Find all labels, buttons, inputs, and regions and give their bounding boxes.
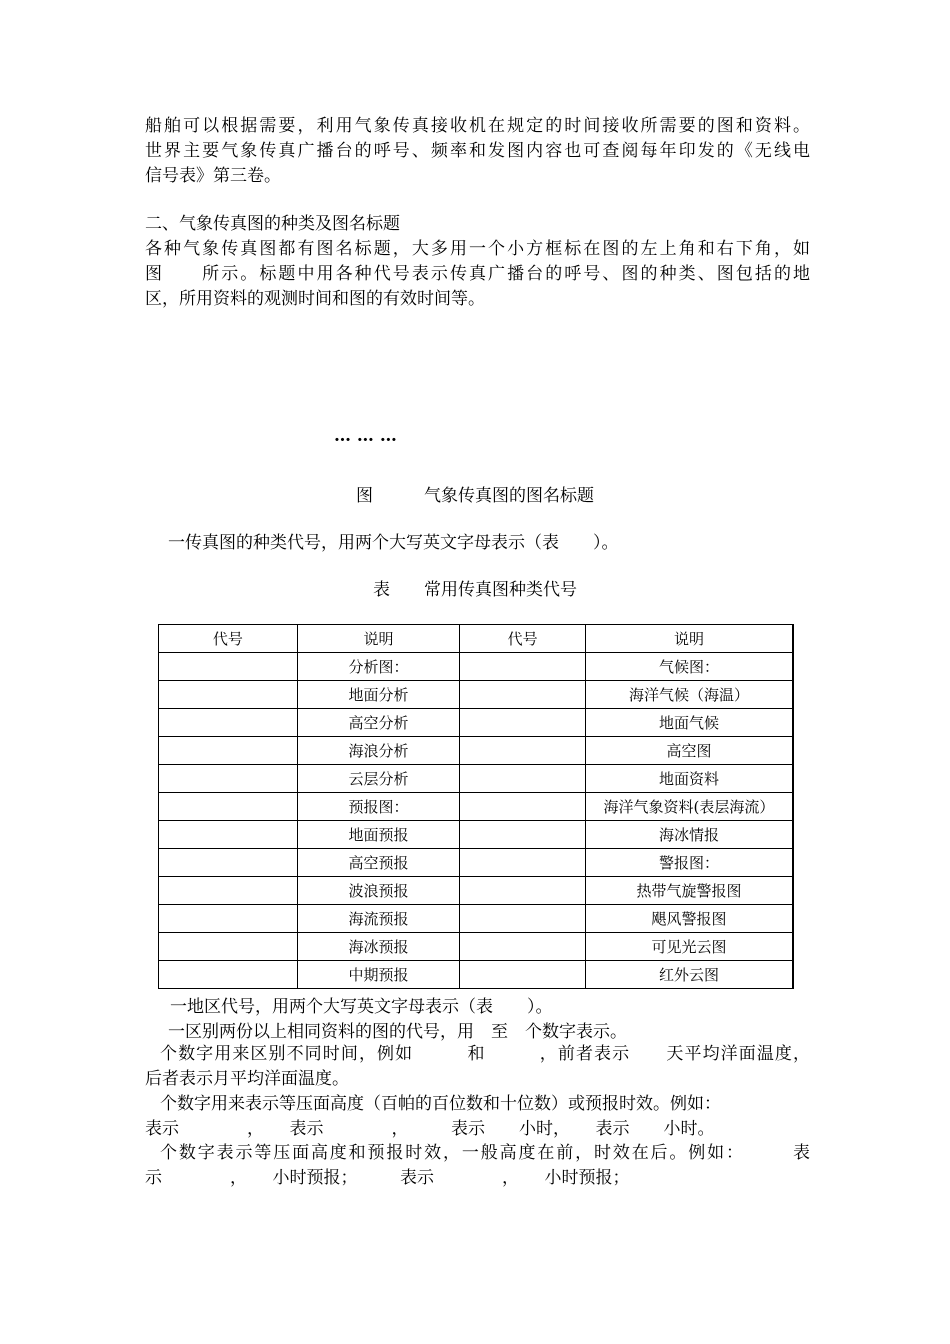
table-row [159,849,794,877]
bottom-line-3: 个数字用来区别不同时间，例如 和 ，前者表示 天平均洋面温度， [160,1044,810,1064]
section2-heading: 二、气象传真图的种类及图名标题 [145,214,400,234]
table-row [159,961,794,989]
cell-code-1 [159,737,298,765]
intro-line-3: 信号表》第三卷。 [145,166,281,186]
table-row [159,793,794,821]
cell-code-1 [159,765,298,793]
cell-desc-2: 警报图： [585,849,793,877]
cell-desc-1: 海流预报 [297,905,460,933]
cell-desc-2: 可见光云图 [585,933,793,961]
item-distinguish-code: 一区别两份以上相同资料的图的代号，用 至 个数字表示。 [168,1022,627,1042]
ellipsis-placeholder: … … … [334,426,397,446]
cell-code-1 [159,681,298,709]
table-header-row [159,625,794,653]
section2-line-3: 区，所用资料的观测时间和图的有效时间等。 [145,289,485,309]
cell-desc-1: 云层分析 [297,765,460,793]
cell-code-2 [460,905,586,933]
cell-desc-2: 红外云图 [585,961,793,989]
cell-code-1 [159,849,298,877]
header-code-1: 代号 [159,625,298,653]
bottom-line-6: 表示 ， 表示 ， 表示 小时， 表示 小时。 [145,1119,715,1139]
cell-code-1 [159,961,298,989]
cell-desc-1: 海冰预报 [297,933,460,961]
fax-code-table [158,624,794,989]
cell-desc-1: 地面分析 [297,681,460,709]
table-caption: 表 常用传真图种类代号 [373,580,577,600]
header-desc-1: 说明 [297,625,460,653]
cell-desc-2: 地面资料 [585,765,793,793]
cell-desc-2: 海冰情报 [585,821,793,849]
cell-code-2 [460,933,586,961]
table-row [159,821,794,849]
cell-code-1 [159,709,298,737]
cell-code-2 [460,765,586,793]
cell-desc-1: 分析图： [297,653,460,681]
cell-code-2 [460,961,586,989]
cell-desc-2: 气候图： [585,653,793,681]
bottom-paragraph-1 [145,1042,810,1092]
cell-desc-1: 地面预报 [297,821,460,849]
cell-desc-1: 海浪分析 [297,737,460,765]
cell-code-2 [460,737,586,765]
cell-code-2 [460,793,586,821]
cell-desc-2: 海洋气候（海温） [585,681,793,709]
table-row [159,905,794,933]
figure-caption: 图 气象传真图的图名标题 [356,486,594,506]
cell-desc-1: 高空分析 [297,709,460,737]
table-row [159,737,794,765]
bottom-paragraph-2 [145,1092,810,1142]
table-row [159,877,794,905]
cell-desc-1: 高空预报 [297,849,460,877]
cell-code-1 [159,653,298,681]
table-row [159,709,794,737]
section2-paragraph [145,212,810,312]
cell-code-1 [159,933,298,961]
intro-paragraph [145,114,810,189]
header-desc-2: 说明 [585,625,793,653]
cell-code-1 [159,793,298,821]
intro-line-1: 船舶可以根据需要，利用气象传真接收机在规定的时间接收所需要的图和资料。 [145,116,810,136]
header-code-2: 代号 [460,625,586,653]
table-row [159,681,794,709]
section2-line-2: 图 所示。标题中用各种代号表示传真广播台的呼号、图的种类、图包括的地 [145,264,810,284]
item-area-code: 一地区代号，用两个大写英文字母表示（表 ）。 [170,997,553,1017]
cell-code-2 [460,821,586,849]
cell-code-2 [460,849,586,877]
cell-code-2 [460,709,586,737]
cell-code-1 [159,821,298,849]
cell-desc-2: 地面气候 [585,709,793,737]
cell-desc-2: 海洋气象资料(表层海流） [585,793,793,821]
bottom-line-8: 示 ， 小时预报； 表示 ， 小时预报； [145,1168,630,1188]
bottom-line-4: 后者表示月平均洋面温度。 [145,1069,349,1089]
bottom-line-7: 个数字表示等压面高度和预报时效，一般高度在前，时效在后。例如： 表 [160,1143,810,1163]
cell-code-1 [159,877,298,905]
cell-desc-2: 飓风警报图 [585,905,793,933]
bottom-paragraph-3 [145,1141,810,1191]
cell-code-1 [159,905,298,933]
intro-line-2: 世界主要气象传真广播台的呼号、频率和发图内容也可查阅每年印发的《无线电 [145,141,810,161]
cell-desc-2: 高空图 [585,737,793,765]
item-fax-type-code: 一传真图的种类代号，用两个大写英文字母表示（表 ）。 [168,533,619,553]
cell-code-2 [460,877,586,905]
table-row [159,765,794,793]
cell-code-2 [460,681,586,709]
section2-line-1: 各种气象传真图都有图名标题，大多用一个小方框标在图的左上角和右下角，如 [145,239,810,259]
table-row [159,933,794,961]
cell-desc-1: 中期预报 [297,961,460,989]
bottom-line-5: 个数字用来表示等压面高度（百帕的百位数和十位数）或预报时效。例如： [160,1094,721,1114]
cell-desc-2: 热带气旋警报图 [585,877,793,905]
cell-desc-1: 波浪预报 [297,877,460,905]
table-row [159,653,794,681]
cell-desc-1: 预报图： [297,793,460,821]
cell-code-2 [460,653,586,681]
table-body [159,653,794,989]
